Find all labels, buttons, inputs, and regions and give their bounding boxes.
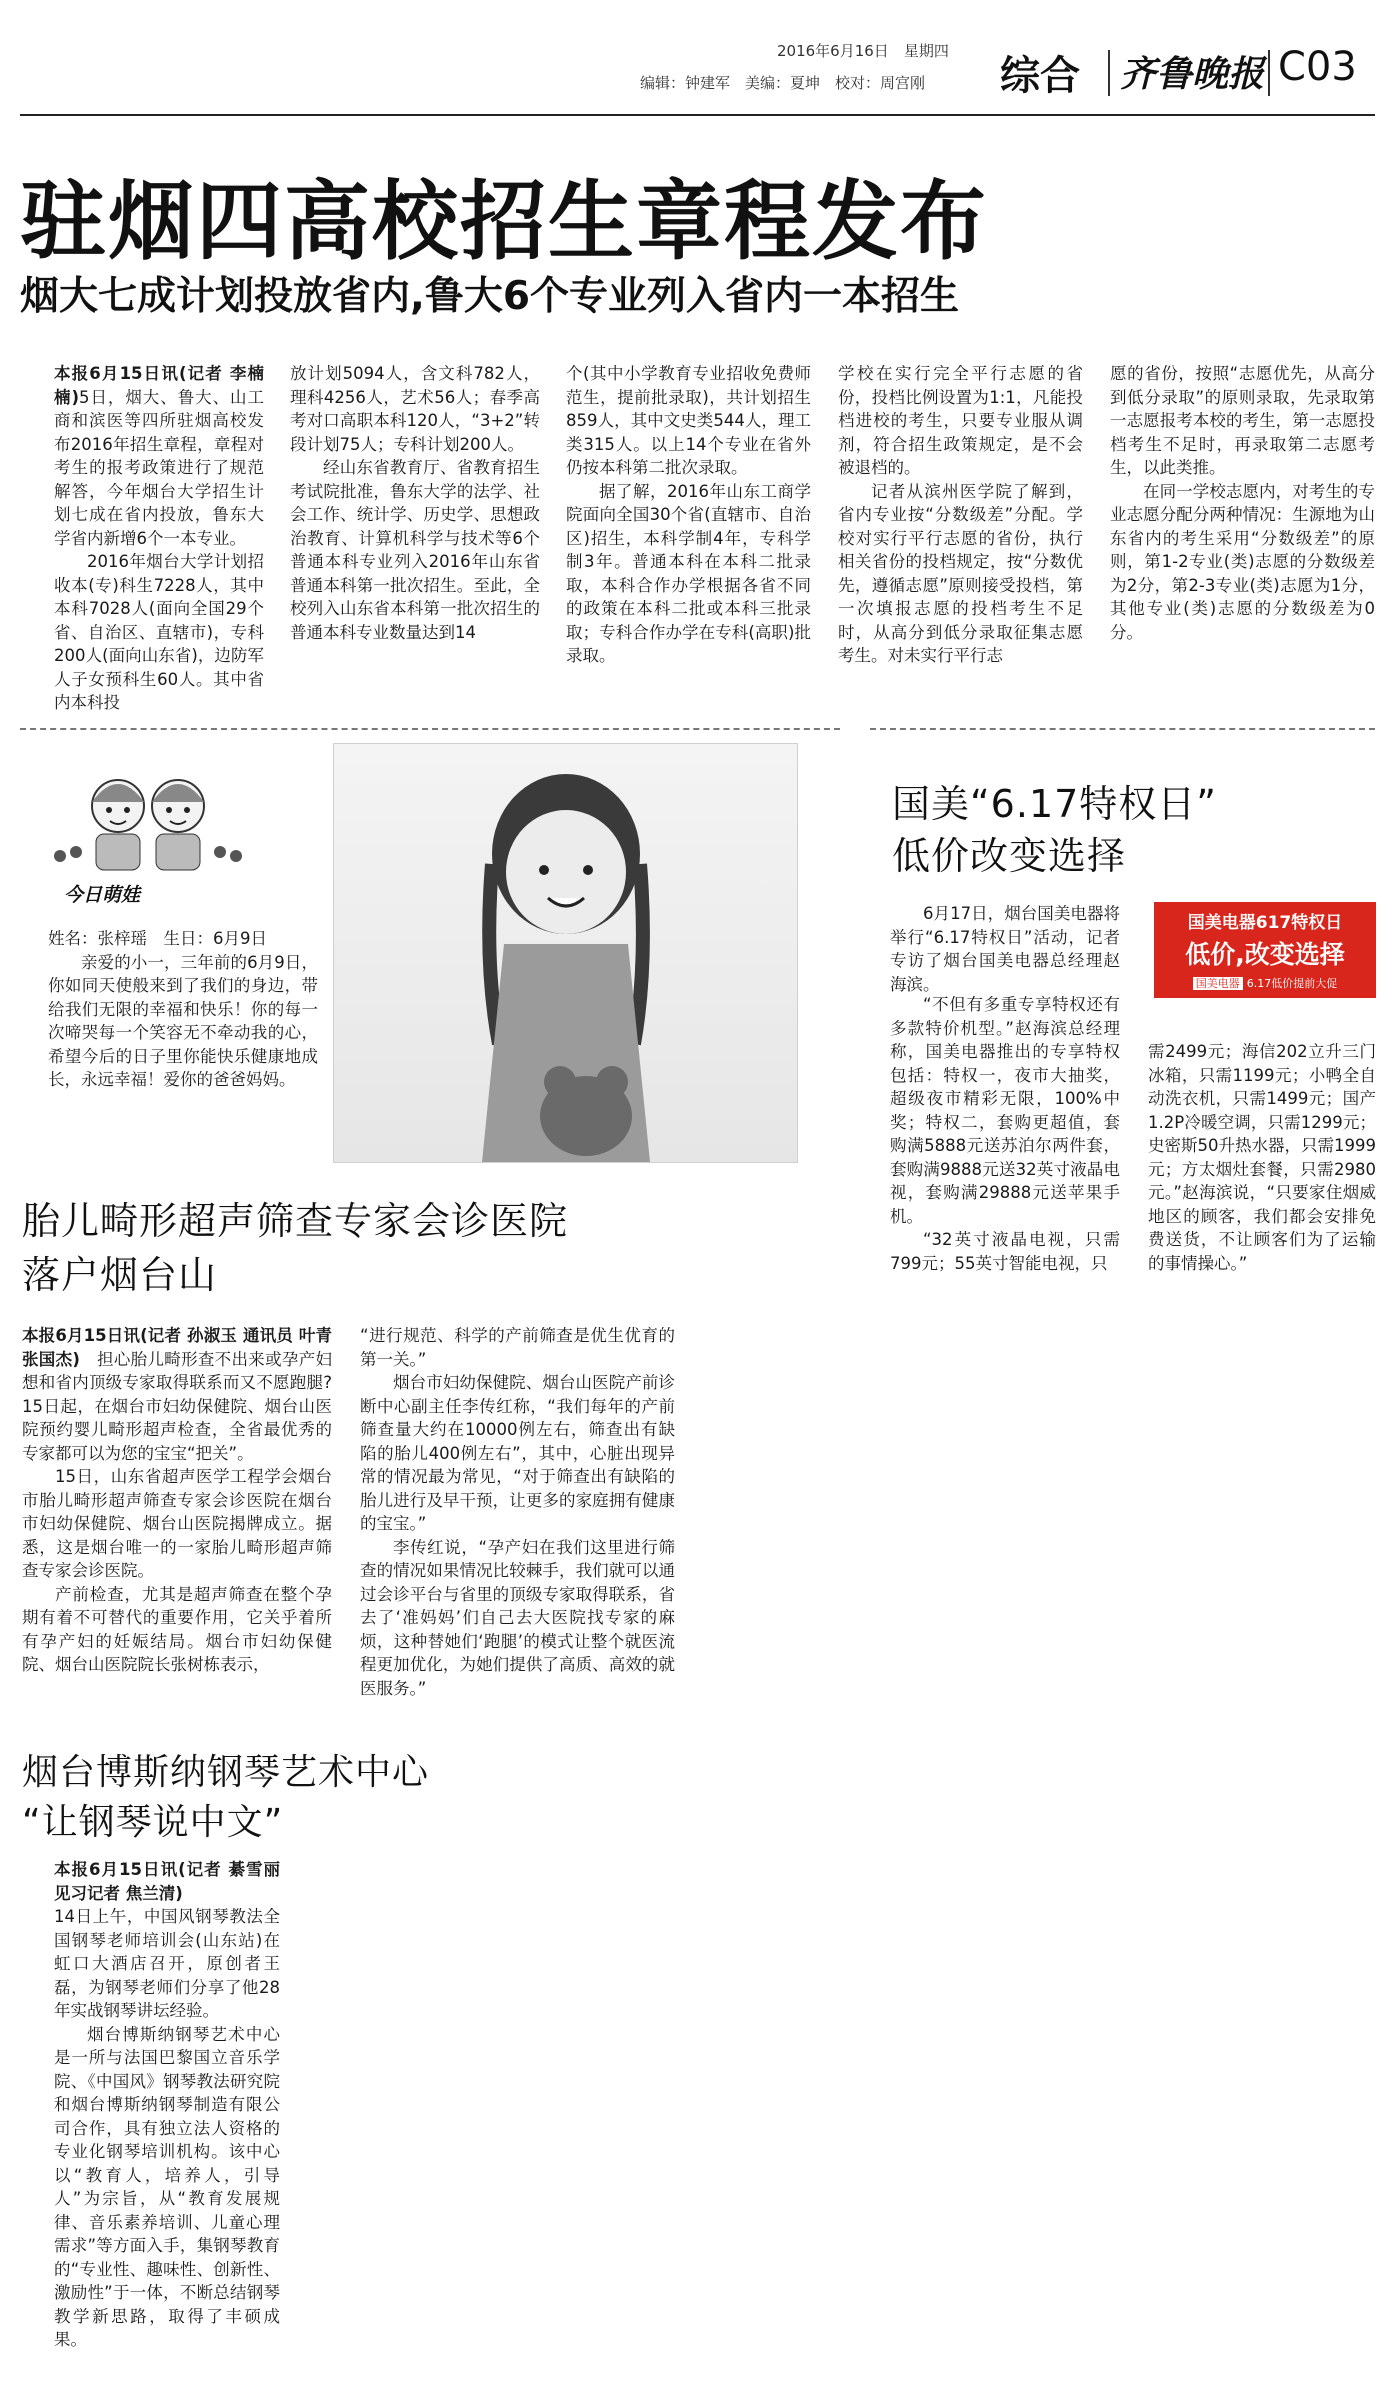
gome-ad-banner[interactable] [1154,902,1376,998]
lead-col2-text: 放计划5094人，含文科782人，理科4256人，艺术56人；春季高考对口高职本科120人，“3+2”转段计划75人；专科计划200人。 [290,364,540,454]
gome-col2-text: 需2499元；海信202立升三门冰箱，只需1199元；小鸭全自动洗衣机，只需1499元；国产1.2P冷暖空调，只需1299元；史密斯50升热水器，只需1999元；方太烟灶套餐，只需2980元。”赵海滨说，“只要家住烟威地区的顾客，我们都会安排免费送货，不让顾客们为了运输的事情操心。” [1148,1042,1376,1273]
gome-column-2 [1148,1040,1376,1275]
lead-column-3 [566,362,811,668]
baby-logo-text: 今日萌娃 [64,884,141,906]
piano-column [54,1858,280,2352]
lead-column-2 [290,362,540,644]
lead-col4-text: 学校在实行完全平行志愿的省份，投档比例设置为1:1，凡能投档进校的考生，只要专业服从调剂，符合招生政策规定，是不会被退档的。 [838,364,1083,477]
editors-line: 编辑：钟建军 美编：夏坤 校对：周宫刚 [640,74,926,92]
gome-title-line2: 低价改变选择 [892,834,1127,878]
lead-col1-text: 5日，烟大、鲁大、山工商和滨医等四所驻烟高校发布2016年招生章程，章程对考生的报考政策进行了规范解答，今年烟台大学招生计划七成在省内投放，鲁东大学省内新增6个一本专业。 [54,387,265,548]
baby-photo [333,743,798,1163]
section-name: 综合 [1000,53,1080,99]
gome-col1b-text: “不但有多重专享特权还有多款特价机型。”赵海滨总经理称，国美电器推出的专享特权包括：特权一，夜市大抽奖，超级夜市精彩无限，100%中奖；特权二，套购更超值，套购满5888元送苏泊尔两件套，套购满9888元送32英寸液晶电视，套购满29888元送苹果手机。 [890,995,1120,1226]
paper-name-logo: 齐鲁晚报 [1120,53,1265,95]
fetal-headline [22,1194,568,1302]
baby-column [48,927,318,1092]
baby-logo [48,766,248,906]
masthead-divider [1108,50,1110,96]
fetal-column-2 [360,1324,675,1700]
fetal-col2-text: “进行规范、科学的产前筛查是优生优育的第一关。” [360,1326,675,1369]
gome-ad-line2: 低价,改变选择 [1185,940,1345,969]
fetal-column-1 [22,1324,332,1677]
weekday-text: 星期四 [903,42,949,60]
gome-column-1b [890,993,1120,1275]
piano-dateline: 本报6月15日讯(记者 綦雪丽 见习记者 焦兰清) [54,1860,280,1903]
gome-ad-footer [1154,975,1376,991]
lead-column-5 [1110,362,1375,644]
lead-col2b-text: 经山东省教育厅、省教育招生考试院批准，鲁东大学的法学、社会工作、统计学、历史学、思想政治教育、计算机科学与技术等6个普通本科专业列入2016年山东省普通本科第一批次招生。至此，全校列入山东省本科第一批次招生的普通本科专业数量达到14 [290,458,540,642]
piano-headline [22,1748,429,1848]
fetal-title-line2: 落户烟台山 [22,1253,218,1297]
lead-subheadline: 烟大七成计划投放省内,鲁大6个专业列入省内一本招生 [20,274,959,319]
fetal-dateline: 本报6月15日讯(记者 孙淑玉 通讯员 叶青 张国杰) [22,1326,332,1369]
lead-col3b-text: 据了解，2016年山东工商学院面向全国30个省(直辖市、自治区)招生，本科学制4年，专科学制3年。普通本科在本科二批录取，本科合作办学根据各省不同的政策在本科二批或本科三批录取；专科合作办学在专科(高职)批录取。 [566,481,811,665]
lead-col5b-text: 在同一学校志愿内，对考生的专业志愿分配分两种情况：生源地为山东省内的考生采用“分数级差”的原则，第1-2专业(类)志愿的分数级差为2分，第2-3专业(类)志愿为1分，其他专业(类)志愿的分数级差为0分。 [1110,481,1375,642]
fetal-col1-text: 担心胎儿畸形查不出来或孕产妇想和省内顶级专家取得联系而又不愿跑腿?15日起，在烟台市妇幼保健院、烟台山医院预约婴儿畸形超声检查，全省最优秀的专家都可以为您的宝宝“把关”。 [22,1349,333,1463]
lead-col3-text: 个(其中小学教育专业招收免费师范生，提前批录取)，共计划招生859人，其中文史类544人，理工类315人。以上14个专业在省外仍按本科第二批次录取。 [566,364,811,477]
fetal-title-line1: 胎儿畸形超声筛查专家会诊医院 [22,1199,569,1243]
lead-bottom-divider-right [870,728,1375,730]
kids-illustration-icon [48,766,248,876]
fetal-col2b-text: 烟台市妇幼保健院、烟台山医院产前诊断中心副主任李传红称，“我们每年的产前筛查量大约在10000例左右，筛查出有缺陷的胎儿400例左右”，其中，心脏出现异常的情况最为常见，“对于筛查出有缺陷的胎儿进行及早干预，让更多的家庭拥有健康的宝宝。” [360,1373,675,1533]
gome-col1-text: 6月17日，烟台国美电器将举行“6.17特权日”活动，记者专访了烟台国美电器总经理赵海滨。 [890,904,1120,994]
fetal-col1c-text: 产前检查，尤其是超声筛查在整个孕期有着不可替代的重要作用，它关乎着所有孕产妇的妊娠结局。烟台市妇幼保健院、烟台山医院院长张树栋表示， [22,1584,332,1674]
gome-ad-tag: 国美电器 [1193,977,1243,990]
fetal-col2c-text: 李传红说，“孕产妇在我们这里进行筛查的情况如果情况比较棘手，我们就可以通过会诊平台与省里的顶级专家取得联系，省去了‘准妈妈’们自己去大医院找专家的麻烦，这种替她们‘跑腿’的模式让整个就医流程更加优化，为她们提供了高质、高效的就医服务。” [360,1537,675,1698]
lead-col1b-text: 2016年烟台大学计划招收本(专)科生7228人，其中本科7028人(面向全国29个省、自治区、直辖市)，专科200人(面向山东省)，边防军人子女预科生60人。其中省内本科投 [54,552,264,712]
lead-bottom-divider [20,728,840,730]
gome-title-line1: 国美“6.17特权日” [892,782,1217,826]
lead-col4b-text: 记者从滨州医学院了解到，省内专业按“分数级差”分配。学校对实行平行志愿的省份，执行相关省份的投档规定，按“分数优先，遵循志愿”原则接受投档，第一次填报志愿的投档考生不足时，从高分到低分录取征集志愿考生。对未实行平行志 [838,481,1083,665]
gome-ad-line3: 6.17低价提前大促 [1246,977,1338,990]
fetal-col1b-text: 15日，山东省超声医学工程学会烟台市胎儿畸形超声筛查专家会诊医院在烟台市妇幼保健院、烟台山医院揭牌成立。据悉，这是烟台唯一的一家胎儿畸形超声筛查专家会诊医院。 [22,1467,332,1580]
piano-title-line2: “让钢琴说中文” [22,1802,284,1843]
piano-title-line1: 烟台博斯纳钢琴艺术中心 [22,1752,430,1793]
lead-headline: 驻烟四高校招生章程发布 [20,172,988,272]
lead-column-4 [838,362,1083,668]
gome-ad-line1: 国美电器617特权日 [1187,913,1343,933]
lead-column-1 [54,362,264,715]
masthead-rule [20,114,1375,116]
masthead-divider-2 [1268,50,1270,96]
gome-column-1 [890,902,1120,996]
baby-name-label: 姓名：张梓瑶 生日：6月9日 [48,929,267,948]
issue-date [777,40,949,61]
gome-col1c-text: “32英寸液晶电视，只需799元；55英寸智能电视，只 [890,1230,1120,1273]
date-text: 2016年6月16日 [777,42,889,60]
lead-col5-text: 愿的省份，按照“志愿优先，从高分到低分录取”的原则录取，先录取第一志愿报考本校的考生，第一志愿投档考生不足时，再录取第二志愿考生，以此类推。 [1110,364,1375,477]
baby-message: 亲爱的小一，三年前的6月9日，你如同天使般来到了我们的身边，带给我们无限的幸福和快乐！你的每一次啼哭每一个笑容无不牵动我的心，希望今后的日子里你能快乐健康地成长，永远幸福！爱你的爸爸妈妈。 [48,952,318,1089]
lead-dateline: 本报6月15日讯(记者 李楠楠) [54,364,264,407]
piano-col1-text: 14日上午，中国风钢琴教法全国钢琴老师培训会(山东站)在虹口大酒店召开，原创者王磊，为钢琴老师们分享了他28年实战钢琴讲坛经验。 [54,1907,280,2020]
gome-headline [892,778,1217,882]
piano-col1b-text: 烟台博斯纳钢琴艺术中心是一所与法国巴黎国立音乐学院、《中国风》钢琴教法研究院和烟台博斯纳钢琴制造有限公司合作，具有独立法人资格的专业化钢琴培训机构。该中心以“教育人，培养人，引导人”为宗旨，从“教育发展规律、音乐素养培训、儿童心理需求”等方面入手，集钢琴教育的“专业性、趣味性、创新性、激励性”于一体，不断总结钢琴教学新思路，取得了丰硕成果。 [54,2024,280,2349]
girl-photo-icon [334,744,797,1162]
page-number: C03 [1278,44,1357,90]
